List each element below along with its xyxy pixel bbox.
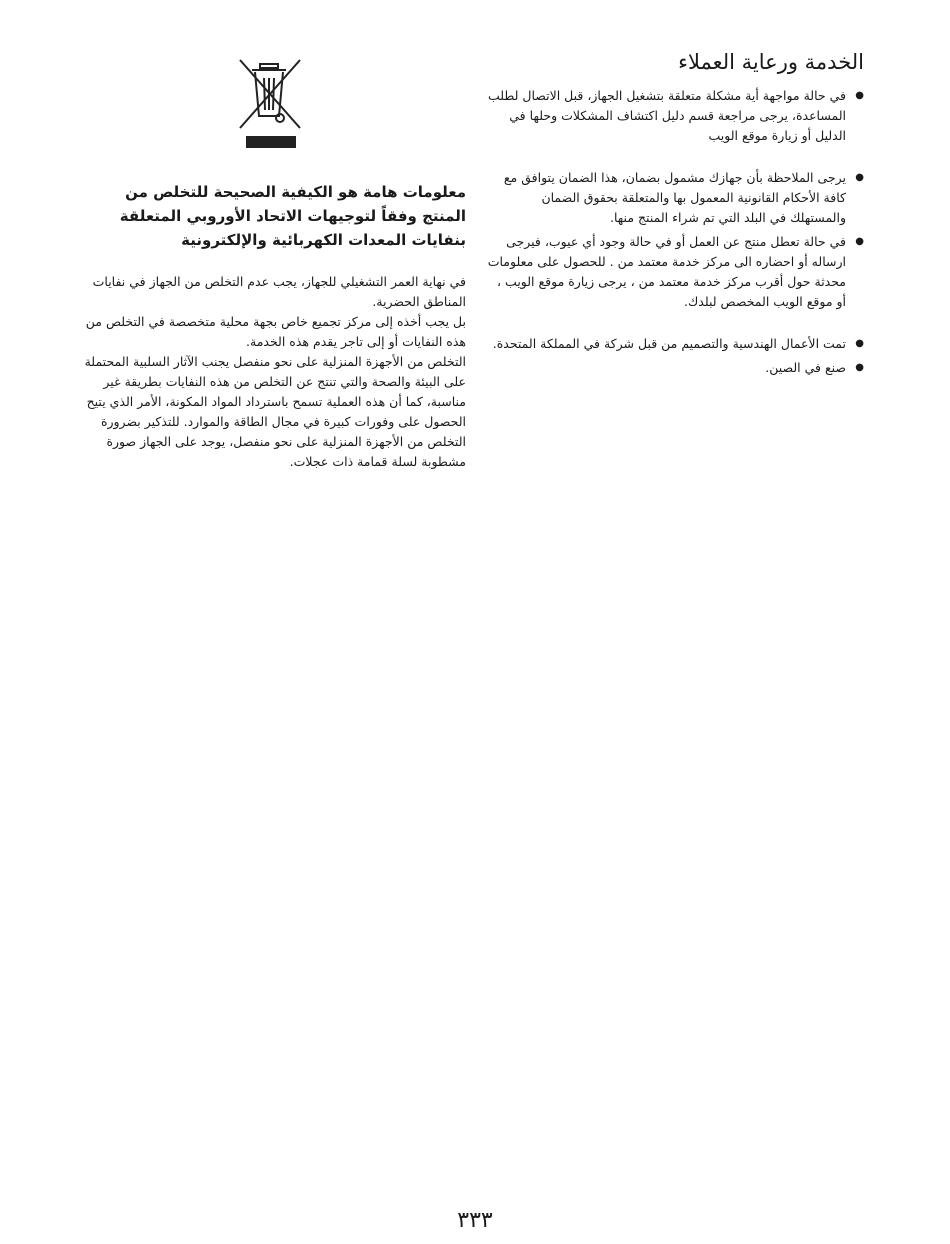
list-item: ● في حالة مواجهة أية مشكلة متعلقة بتشغيل الجهاز، قبل الاتصال لطلب المساعدة، يرجى مراجعة قسم دليل اكتشاف المشكلات وحلها في الدليل أو زيارة موقع الويب (486, 86, 864, 146)
list-item: ● يرجى الملاحظة بأن جهازك مشمول بضمان، هذا الضمان يتوافق مع كافة الأحكام القانونية المعمول بها والمتعلقة بحقوق الضمان والمستهلك في البلد التي تم شراء المنتج منها. (486, 168, 864, 228)
paragraph: بل يجب أخذه إلى مركز تجميع خاص بجهة محلية متخصصة في التخلص من هذه النفايات أو إلى تاجر يقدم هذه الخدمة. (85, 314, 466, 349)
paragraph: التخلص من الأجهزة المنزلية على نحو منفصل يجنب الآثار السلبية المحتملة على البيئة والصحة والتي تنتج عن التخلص من هذه النفايات بطريقة غير مناسبة، كما أن هذه العملية تسمح باسترداد المواد المكونة، الأمر الذي يتيح الحصول على وفورات كبيرة في مجال الطاقة والموارد. للتذكير بضرورة التخلص من الأجهزة المنزلية على نحو منفصل، يوجد على الجهاز صورة مشطوبة لسلة قمامة ذات عجلات. (84, 354, 466, 469)
disposal-section (84, 180, 466, 472)
crossed-out-wheelie-bin-icon (236, 56, 304, 150)
customer-service-list (486, 86, 864, 378)
weee-bar (246, 136, 296, 148)
list-item: ● تمت الأعمال الهندسية والتصميم من قبل شركة في المملكة المتحدة. (486, 334, 864, 354)
list-item: ● صنع في الصين. (486, 358, 864, 378)
list-item: ● في حالة تعطل منتج عن العمل أو في حالة وجود أي عيوب، فيرجى ارساله أو احضاره الى مركز خدمة معتمد من . للحصول على معلومات محدثة حول أقرب مركز خدمة معتمد من ، يرجى زيارة موقع الويب ، أو موقع الويب المخصص لبلدك. (486, 232, 864, 312)
customer-service-section (486, 50, 864, 382)
section-title: الخدمة ورعاية العملاء (678, 50, 864, 74)
disposal-heading: معلومات هامة هو الكيفية الصحيحة للتخلص من المنتج وفقاً لتوجيهات الاتحاد الأوروبي المتعلقة بنفايات المعدات الكهربائية والإلكترونية (119, 183, 466, 249)
paragraph: في نهاية العمر التشغيلي للجهاز، يجب عدم التخلص من الجهاز في نفايات المناطق الحضرية. (92, 274, 466, 309)
page-number: ٣٣٣ (457, 1208, 493, 1233)
